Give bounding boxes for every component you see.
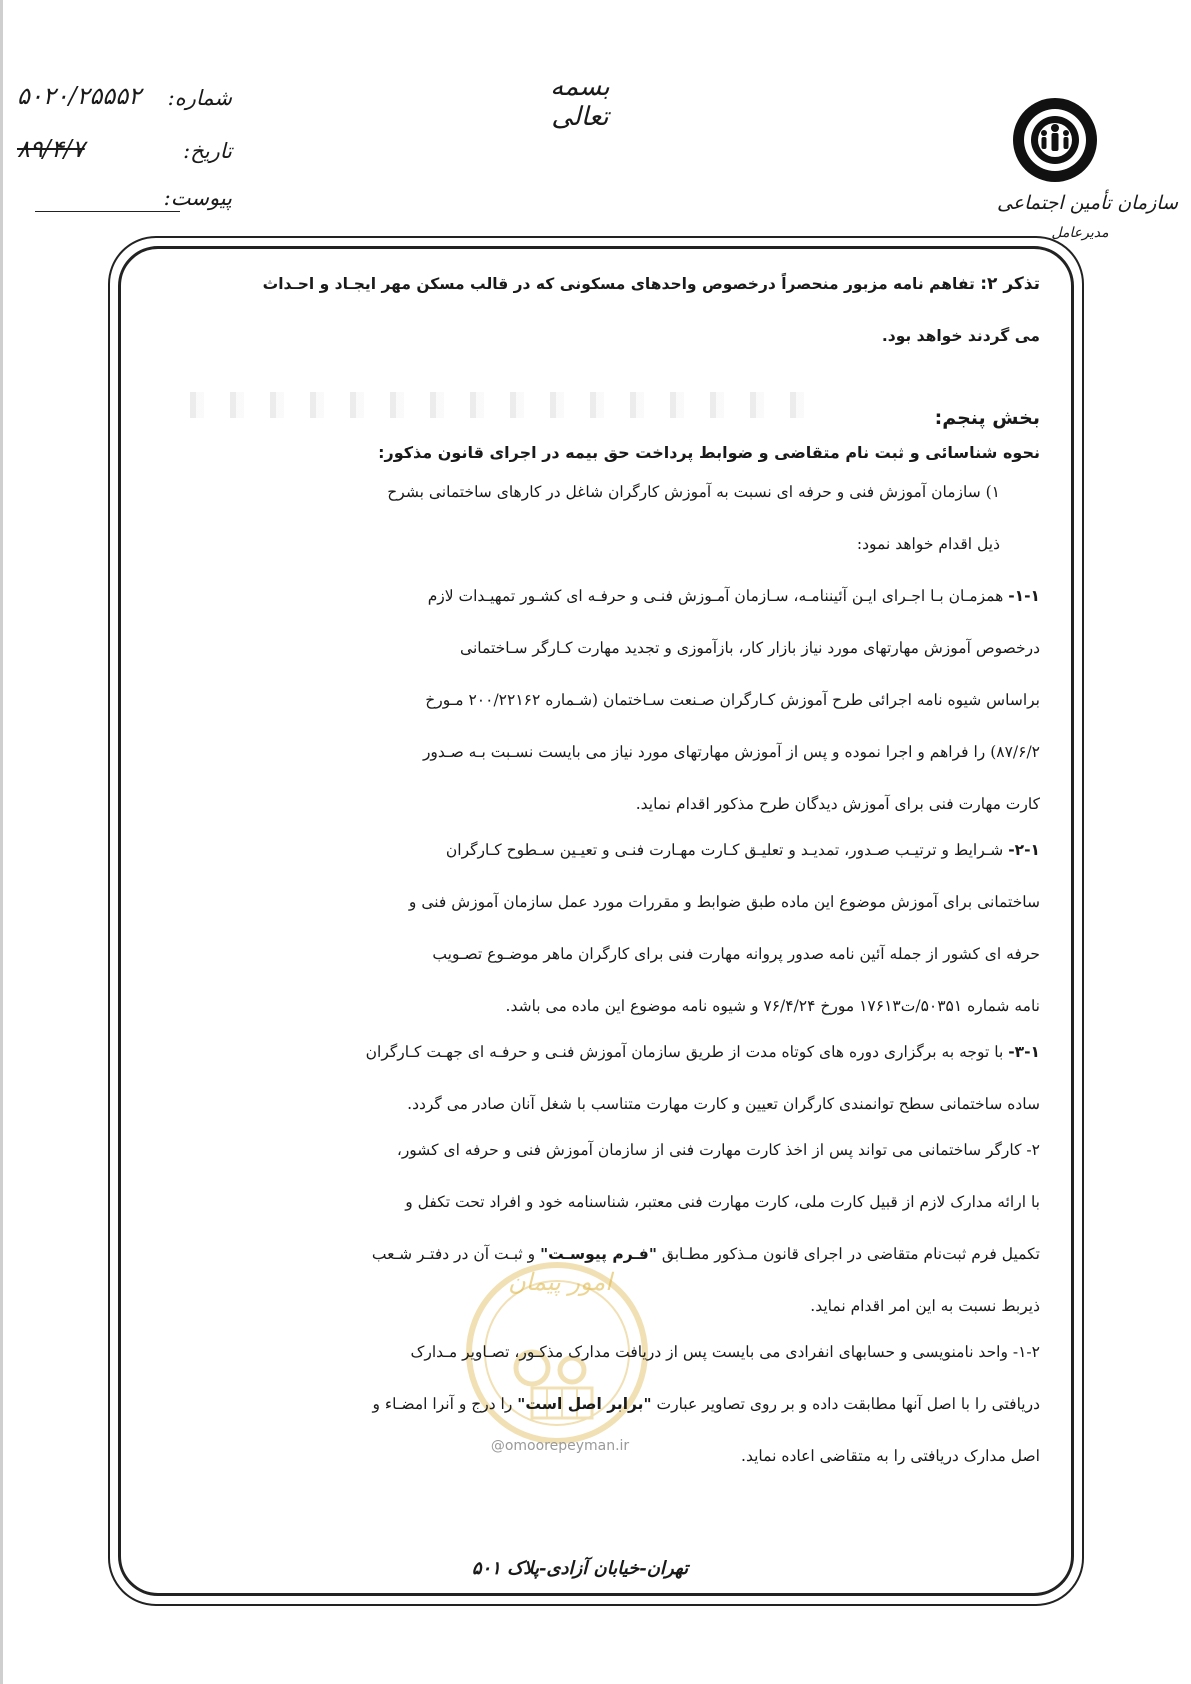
- item-2-1-line-2: [160, 1384, 1040, 1424]
- item-1-2-line-3: حرفه ای کشور از جمله آئین نامه صدور پروانه مهارت فنی برای کارگران ماهر موضـوع تصـویب: [432, 945, 1040, 963]
- item-1-2-line-4: نامه شماره ۵۰۳۵۱/ت۱۷۶۱۳ مورخ ۷۶/۴/۲۴ و شیوه نامه موضوع این ماده می باشد.: [505, 997, 1040, 1015]
- item-2-line-3-c: و ثبـت آن در دفتـر شـعب: [371, 1245, 541, 1263]
- item-1-cont: [160, 524, 1040, 564]
- item-1-1: [160, 576, 1040, 616]
- item-1-1-line-4: ۸۷/۶/۲) را فراهم و اجرا نموده و پس از آموزش مهارتهای مورد نیاز می بایست نسـبت بـه صـدور: [422, 743, 1040, 761]
- item-1-2-number: ۲-۱-: [1008, 841, 1040, 859]
- item-1-3: [160, 1032, 1040, 1072]
- number-value: ۵۰۲۰/۲۵۵۵۲: [17, 82, 142, 110]
- organization-name: سازمان تأمین اجتماعی: [996, 192, 1179, 214]
- section-subtitle: نحوه شناسائی و ثبت نام متقاضی و ضوابط پرداخت حق بیمه در اجرای قانون مذکور:: [378, 443, 1040, 462]
- date-value: ۸۹/۴/۷: [17, 135, 85, 163]
- item-2-line-3: [160, 1234, 1040, 1274]
- letter-attachment: [5, 182, 240, 218]
- item-1-1-line-2: درخصوص آموزش مهارتهای مورد نیاز بازار کار، بازآموزی و تجدید مهارت کـارگر سـاختمانی: [460, 639, 1040, 657]
- item-2-line-1: ۲- کارگر ساختمانی می تواند پس از اخذ کارت مهارت فنی از سازمان آموزش فنی و حرفه ای کشور،: [396, 1141, 1040, 1159]
- note-paragraph: [160, 264, 1040, 304]
- watermark-site: @omoorepeyman.ir: [490, 1438, 630, 1454]
- item-2-line-3-a: تکمیل فرم ثبت‌نام متقاضی در اجرای قانون مـذکور مطـابق: [656, 1245, 1040, 1263]
- section-title: بخش پنجم:: [934, 407, 1040, 429]
- date-label: تاریخ:: [183, 139, 232, 163]
- item-1-line-1: ۱) سازمان آموزش فنی و حرفه ای نسبت به آموزش کارگران شاغل در کارهای ساختمانی بشرح: [387, 483, 1000, 501]
- item-1-1-number: ۱-۱-: [1008, 587, 1040, 605]
- item-1-3-line-2: ساده ساختمانی سطح توانمندی کارگران تعیین و کارت مهارت متناسب با شغل آنان صادر می گردد.: [407, 1095, 1040, 1113]
- item-2-1-line-2-a: دریافتی را با اصل آنها مطابقت داده و بر روی تصاویر عبارت: [651, 1395, 1040, 1413]
- footer-address: تهران-خیابان آزادی-پلاک ۵۰۱: [420, 1558, 740, 1579]
- item-2-1-line-1: ۱-۲- واحد نامنویسی و حسابهای انفرادی می بایست پس از دریافت مدارک مذکـور، تصـاویر مـدارک: [410, 1343, 1040, 1361]
- letter-body: [160, 262, 1040, 1476]
- organization-subtitle: مدیرعامل: [1051, 225, 1109, 241]
- item-1-line-2: ذیل اقدام خواهد نمود:: [856, 535, 1000, 553]
- note-label: تذکر ۲:: [980, 274, 1040, 294]
- letter-date: [5, 135, 240, 171]
- number-label: شماره:: [167, 86, 232, 110]
- basmala: بسمه تعالی: [550, 72, 610, 132]
- item-2-line-4: ذیربط نسبت به این امر اقدام نماید.: [810, 1297, 1040, 1315]
- item-2-1-line-3: اصل مدارک دریافتی را به متقاضی اعاده نماید.: [741, 1447, 1040, 1465]
- attached-form-ref: "فـرم پیوسـت": [540, 1245, 657, 1263]
- attachment-line: [35, 211, 180, 212]
- scan-edge: [0, 0, 3, 1684]
- item-1-2: [160, 830, 1040, 870]
- item-1-2-line-1: شـرایط و ترتیـب صـدور، تمدیـد و تعلیـق کـارت مهـارت فنـی و تعیـین سـطوح کـارگران: [445, 841, 1009, 859]
- watermark-label: امور پیمان: [508, 1268, 612, 1296]
- item-2-1-line-2-c: را درج و آنرا امضـاء و: [372, 1395, 518, 1413]
- item-1-3-number: ۳-۱-: [1008, 1043, 1040, 1061]
- item-1-1-line-5: کارت مهارت فنی برای آموزش دیدگان طرح مذکور اقدام نماید.: [635, 795, 1040, 813]
- letter-number: [5, 82, 240, 118]
- note-paragraph-end: [160, 316, 1040, 356]
- item-2-line-2: با ارائه مدارک لازم از قبیل کارت ملی، کارت مهارت فنی معتبر، شناسنامه خود و افراد تحت تکفل و: [405, 1193, 1040, 1211]
- certified-copy-phrase: "برابر اصل است": [517, 1395, 652, 1413]
- social-security-logo-icon: [1010, 95, 1100, 185]
- item-1-1-line-3: براساس شیوه نامه اجرائی طرح آموزش کـارگران صـنعت سـاختمان (شـماره ۲۰۰/۲۲۱۶۲ مـورخ: [425, 691, 1040, 709]
- note-text: تفاهم نامه مزبور منحصراً درخصوص واحدهای مسکونی که در قالب مسکن مهر ایجـاد و احـداث: [262, 275, 981, 293]
- item-1: [160, 472, 1040, 512]
- note-text-2: می گردند خواهد بود.: [881, 327, 1040, 345]
- item-1-2-line-2: ساختمانی برای آموزش موضوع این ماده طبق ضوابط و مقررات مورد عمل سازمان آموزش فنی و: [408, 893, 1040, 911]
- attachment-label: پیوست:: [163, 186, 232, 210]
- item-1-1-line-1: همزمـان بـا اجـرای ایـن آئیننامـه، سـازمان آمـوزش فنـی و حرفـه ای کشـور تمهیـدات لازم: [427, 587, 1009, 605]
- item-1-3-line-1: با توجه به برگزاری دوره های کوتاه مدت از طریق سازمان آموزش فنـی و حرفـه ای جهـت کـارگران: [365, 1043, 1009, 1061]
